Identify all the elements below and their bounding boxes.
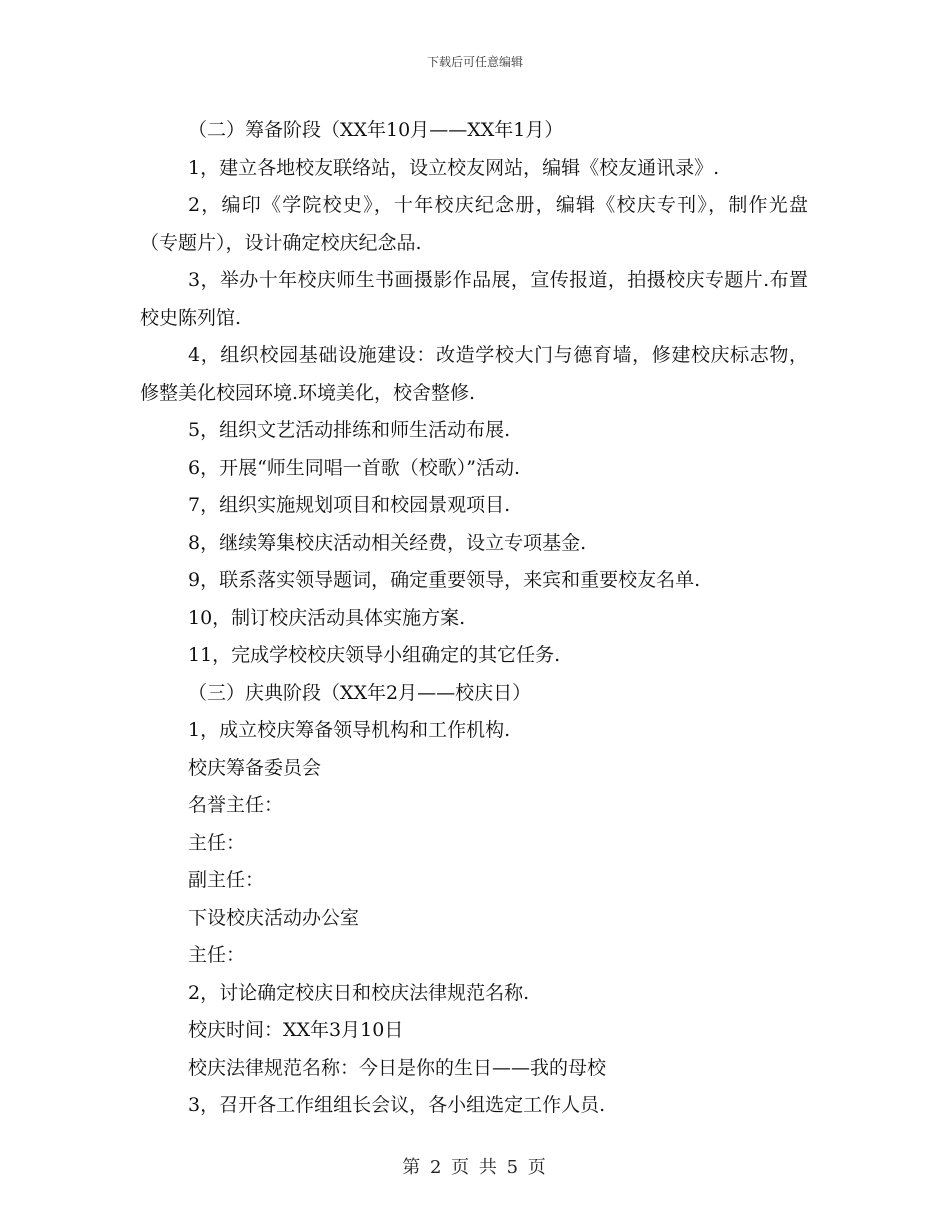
paragraph: 3，举办十年校庆师生书画摄影作品展，宣传报道，拍摄校庆专题片.布置校史陈列馆. [140, 269, 808, 329]
paragraph: 11，完成学校校庆领导小组确定的其它任务. [188, 644, 561, 666]
paragraph: 下设校庆活动办公室 [188, 906, 360, 929]
paragraph: 9，联系落实领导题词，确定重要领导，来宾和重要校友名单. [188, 569, 701, 591]
paragraph: 1，建立各地校友联络站，设立校友网站，编辑《校友通讯录》. [188, 156, 720, 179]
paragraph: 8，继续筹集校庆活动相关经费，设立专项基金. [188, 531, 587, 554]
header-note: 下载后可任意编辑 [426, 55, 523, 69]
paragraph: 主任： [188, 944, 246, 966]
section-heading-celebration: （三）庆典阶段（XX年2月——校庆日） [188, 681, 532, 704]
paragraph: 2，讨论确定校庆日和校庆法律规范名称. [188, 981, 530, 1004]
paragraph: 副主任： [188, 869, 265, 891]
paragraph: 6，开展“师生同唱一首歌（校歌）”活动. [188, 456, 521, 479]
paragraph: 校庆法律规范名称：今日是你的生日——我的母校 [188, 1056, 607, 1079]
paragraph: 1，成立校庆筹备领导机构和工作机构. [188, 719, 511, 741]
paragraph: 名誉主任： [188, 794, 284, 816]
paragraph: 10，制订校庆活动具体实施方案. [188, 606, 466, 629]
section-heading-preparation: （二）筹备阶段（XX年10月——XX年1月） [188, 119, 564, 141]
paragraph: 校庆筹备委员会 [188, 756, 322, 779]
paragraph: 3，召开各工作组组长会议，各小组选定工作人员. [188, 1094, 606, 1116]
document-body [140, 112, 808, 1125]
paragraph: 7，组织实施规划项目和校园景观项目. [188, 494, 511, 516]
page-number: 第 2 页 共 5 页 [402, 1157, 548, 1178]
paragraph: 校庆时间：XX年3月10日 [188, 1019, 404, 1041]
paragraph: 主任： [188, 831, 246, 854]
paragraph: 5，组织文艺活动排练和师生活动布展. [188, 419, 511, 441]
paragraph: 2，编印《学院校史》，十年校庆纪念册，编辑《校庆专刊》，制作光盘（专题片），设计确定校庆纪念品. [140, 194, 808, 254]
paragraph: 4，组织校园基础设施建设：改造学校大门与德育墙，修建校庆标志物，修整美化校园环境.环境美化，校舍整修. [140, 344, 808, 404]
